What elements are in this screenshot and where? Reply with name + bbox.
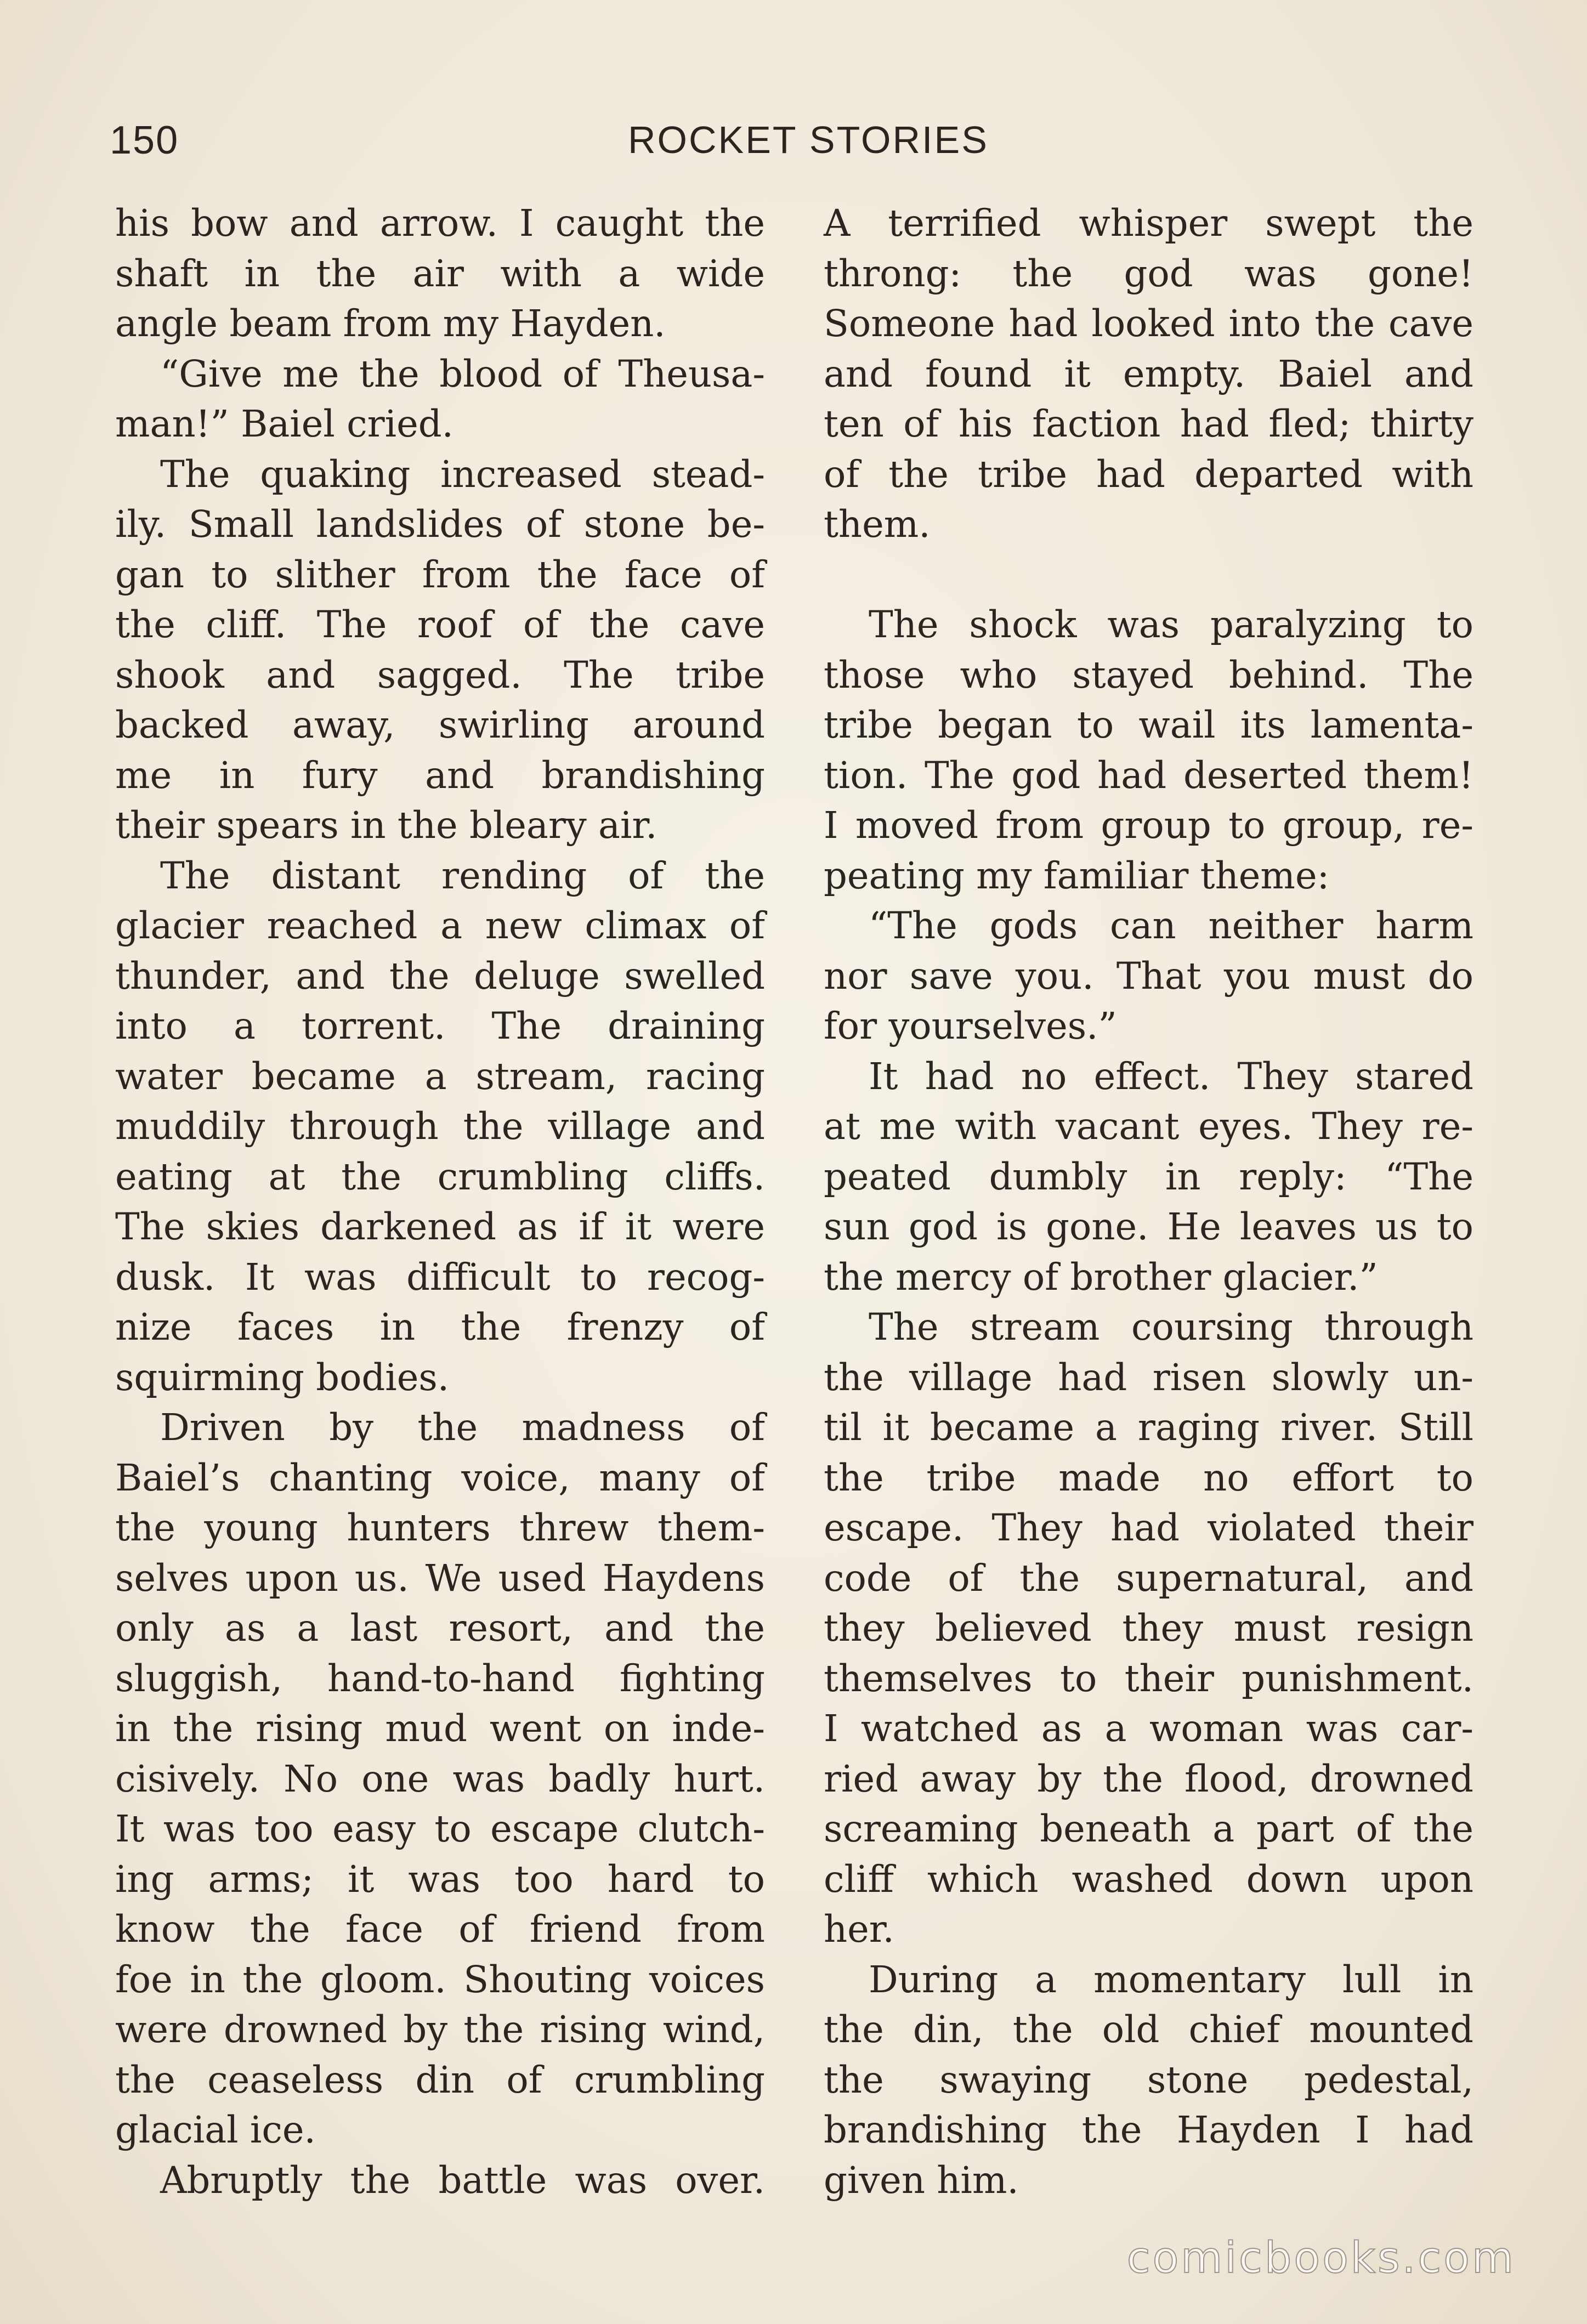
- text-line: The stream coursing through: [869, 1306, 1473, 1348]
- text-line: The skies darkened as if it were: [115, 1205, 765, 1248]
- text-line: The shock was paralyzing to: [869, 603, 1473, 646]
- text-line: It had no effect. They stared: [869, 1055, 1473, 1098]
- text-line: peated dumbly in reply: “The: [824, 1155, 1473, 1198]
- text-line: for yourselves.”: [824, 1005, 1117, 1047]
- text-line: “The gods can neither harm: [869, 904, 1473, 947]
- text-line: the village had risen slowly un-: [824, 1356, 1473, 1399]
- text-line: Abruptly the battle was over.: [160, 2158, 765, 2202]
- text-line: the tribe made no effort to: [824, 1456, 1473, 1499]
- text-line: the swaying stone pedestal,: [824, 2058, 1473, 2101]
- text-line: sluggish, hand-to-hand fighting: [115, 1657, 765, 1700]
- text-line: sun god is gone. He leaves us to: [824, 1205, 1473, 1248]
- text-line: shaft in the air with a wide: [115, 252, 765, 295]
- text-line: A terrified whisper swept the: [824, 202, 1473, 245]
- page-number: 150: [110, 118, 179, 162]
- text-line: only as a last resort, and the: [115, 1607, 765, 1650]
- text-line: “Give me the blood of Theusa-: [160, 352, 765, 395]
- text-line: the young hunters threw them-: [115, 1506, 765, 1549]
- text-line: the mercy of brother glacier.”: [824, 1255, 1378, 1299]
- text-line: It was too easy to escape clutch-: [115, 1807, 765, 1850]
- text-line: his bow and arrow. I caught the: [115, 202, 765, 245]
- left-text-column: [115, 199, 765, 2206]
- text-line: man!” Baiel cried.: [115, 403, 454, 445]
- text-line: backed away, swirling around: [115, 704, 765, 746]
- text-line: gan to slither from the face of: [115, 553, 765, 596]
- text-line: know the face of friend from: [115, 1908, 765, 1951]
- text-line: ing arms; it was too hard to: [115, 1857, 765, 1901]
- text-line: and found it empty. Baiel and: [824, 352, 1473, 395]
- text-line: their spears in the bleary air.: [115, 804, 658, 847]
- text-line: water became a stream, racing: [115, 1055, 765, 1098]
- text-line: the ceaseless din of crumbling: [115, 2058, 765, 2101]
- text-line: glacier reached a new climax of: [115, 904, 765, 947]
- text-line: ily. Small landslides of stone be-: [115, 503, 765, 546]
- text-line: dusk. It was difficult to recog-: [115, 1255, 765, 1299]
- text-line: tion. The god had deserted them!: [824, 753, 1473, 797]
- text-line: til it became a raging river. Still: [824, 1406, 1473, 1449]
- text-line: glacial ice.: [115, 2108, 316, 2151]
- text-line: Someone had looked into the cave: [824, 302, 1473, 345]
- text-line: ried away by the flood, drowned: [824, 1757, 1473, 1800]
- text-line: me in fury and brandishing: [115, 753, 765, 797]
- text-line: into a torrent. The draining: [115, 1005, 765, 1047]
- text-line: they believed they must resign: [824, 1607, 1473, 1650]
- text-line: Baiel’s chanting voice, many of: [115, 1456, 765, 1499]
- text-line: brandishing the Hayden I had: [824, 2108, 1473, 2151]
- text-line: escape. They had violated their: [824, 1506, 1473, 1549]
- text-line: cliff which washed down upon: [824, 1857, 1473, 1901]
- text-line: her.: [824, 1908, 894, 1951]
- text-line: were drowned by the rising wind,: [115, 2008, 765, 2051]
- text-line: those who stayed behind. The: [824, 653, 1473, 696]
- text-line: throng: the god was gone!: [824, 252, 1473, 295]
- text-line: ten of his faction had fled; thirty: [824, 403, 1473, 445]
- text-line: at me with vacant eyes. They re-: [824, 1105, 1473, 1148]
- section-break: [824, 550, 1473, 600]
- text-line: eating at the crumbling cliffs.: [115, 1155, 765, 1198]
- text-line: them.: [824, 503, 931, 546]
- text-line: shook and sagged. The tribe: [115, 653, 765, 696]
- text-line: code of the supernatural, and: [824, 1556, 1473, 1600]
- text-line: in the rising mud went on inde-: [115, 1707, 765, 1750]
- text-line: the din, the old chief mounted: [824, 2008, 1473, 2051]
- text-line: tribe began to wail its lamenta-: [824, 704, 1473, 746]
- text-line: Driven by the madness of: [160, 1406, 765, 1449]
- text-line: muddily through the village and: [115, 1105, 765, 1148]
- text-line: themselves to their punishment.: [824, 1657, 1473, 1700]
- text-line: squirming bodies.: [115, 1356, 450, 1399]
- text-line: I moved from group to group, re-: [824, 804, 1473, 847]
- text-line: given him.: [824, 2158, 1019, 2202]
- text-line: nor save you. That you must do: [824, 954, 1473, 997]
- text-line: The quaking increased stead-: [160, 452, 765, 496]
- text-line: angle beam from my Hayden.: [115, 302, 666, 345]
- right-text-column: [824, 199, 1473, 2206]
- text-line: foe in the gloom. Shouting voices: [115, 1958, 765, 2001]
- text-line: selves upon us. We used Haydens: [115, 1556, 765, 1600]
- text-line: the cliff. The roof of the cave: [115, 603, 765, 646]
- text-line: The distant rending of the: [160, 854, 765, 897]
- text-line: cisively. No one was badly hurt.: [115, 1757, 765, 1800]
- running-header: [110, 118, 1475, 178]
- text-line: screaming beneath a part of the: [824, 1807, 1473, 1850]
- text-line: I watched as a woman was car-: [824, 1707, 1473, 1750]
- text-line: of the tribe had departed with: [824, 452, 1473, 496]
- text-line: During a momentary lull in: [869, 1958, 1473, 2001]
- text-line: peating my familiar theme:: [824, 854, 1330, 897]
- text-line: nize faces in the frenzy of: [115, 1306, 765, 1348]
- text-line: thunder, and the deluge swelled: [115, 954, 765, 997]
- running-title: ROCKET STORIES: [628, 118, 989, 161]
- watermark: comicbooks.com: [1126, 2234, 1516, 2283]
